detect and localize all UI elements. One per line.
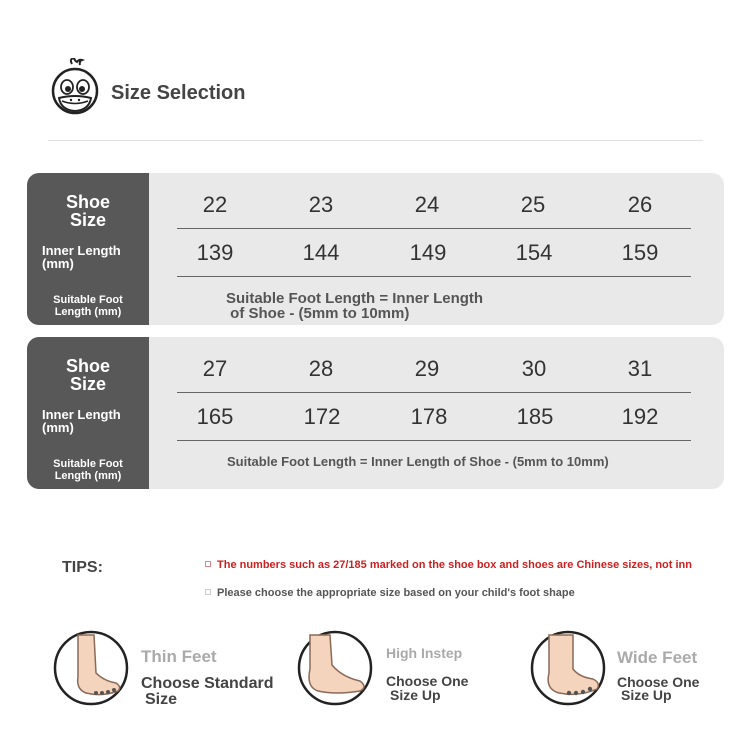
foot-advice-thin: Choose Standard Size xyxy=(141,675,274,708)
length-cell: 165 xyxy=(196,404,234,429)
inner-length-row xyxy=(175,397,695,437)
size-cell: 28 xyxy=(308,356,334,381)
foot-length-formula: Suitable Foot Length = Inner Length of Shoe - (5mm to 10mm) xyxy=(226,290,484,322)
length-cell: 149 xyxy=(409,240,447,265)
shoe-size-label: Shoe Size xyxy=(65,192,110,230)
inner-length-label: Inner Length (mm) xyxy=(42,243,121,271)
page-title: Size Selection xyxy=(111,82,246,104)
tip-chinese-sizes: The numbers such as 27/185 marked on the shoe box and shoes are Chinese sizes, not inn xyxy=(205,559,692,571)
row-divider xyxy=(177,276,691,277)
size-cell: 31 xyxy=(627,356,653,381)
length-cell: 144 xyxy=(302,240,340,265)
tips-heading: TIPS: xyxy=(62,559,103,576)
bullet-square-icon xyxy=(205,589,211,595)
shoe-size-label: Shoe Size xyxy=(65,356,110,394)
tip-foot-shape: Please choose the appropriate size based on your child's foot shape xyxy=(205,587,575,599)
length-cell: 139 xyxy=(196,240,234,265)
length-cell: 185 xyxy=(516,404,554,429)
size-row xyxy=(175,185,695,225)
thin-foot-icon xyxy=(52,629,130,707)
size-cell: 26 xyxy=(627,192,653,217)
size-cell: 25 xyxy=(520,192,546,217)
foot-advice-high-instep: Choose One Size Up xyxy=(386,673,469,703)
size-cell: 24 xyxy=(414,192,440,217)
suitable-foot-length-label: Suitable Foot Length (mm) xyxy=(53,294,123,318)
foot-length-formula: Suitable Foot Length = Inner Length of Shoe - (5mm to 10mm) xyxy=(227,454,609,469)
high-instep-foot-icon xyxy=(296,629,374,707)
wide-foot-icon xyxy=(529,629,607,707)
length-cell: 159 xyxy=(621,240,659,265)
row-divider xyxy=(177,392,691,393)
bullet-square-icon xyxy=(205,561,211,567)
length-cell: 172 xyxy=(303,404,341,429)
suitable-foot-length-label: Suitable Foot Length (mm) xyxy=(53,458,123,482)
duck-logo-icon xyxy=(50,58,100,116)
size-row xyxy=(175,349,695,389)
size-table-1 xyxy=(27,173,724,325)
foot-type-thin: Thin Feet xyxy=(141,647,217,666)
length-cell: 178 xyxy=(410,404,448,429)
inner-length-row xyxy=(175,233,695,273)
header xyxy=(48,56,708,142)
header-divider xyxy=(48,140,703,141)
label-column xyxy=(27,173,149,325)
row-divider xyxy=(177,228,691,229)
size-cell: 30 xyxy=(521,356,547,381)
inner-length-label: Inner Length (mm) xyxy=(42,407,121,435)
foot-type-wide: Wide Feet xyxy=(617,648,698,667)
length-cell: 154 xyxy=(515,240,553,265)
size-cell: 22 xyxy=(202,192,228,217)
length-cell: 192 xyxy=(621,404,659,429)
foot-type-high-instep: High Instep xyxy=(386,645,463,661)
size-cell: 29 xyxy=(414,356,440,381)
size-cell: 27 xyxy=(202,356,228,381)
size-table-2 xyxy=(27,337,724,489)
foot-advice-wide: Choose One Size Up xyxy=(617,674,700,703)
size-cell: 23 xyxy=(308,192,334,217)
row-divider xyxy=(177,440,691,441)
label-column xyxy=(27,337,149,489)
